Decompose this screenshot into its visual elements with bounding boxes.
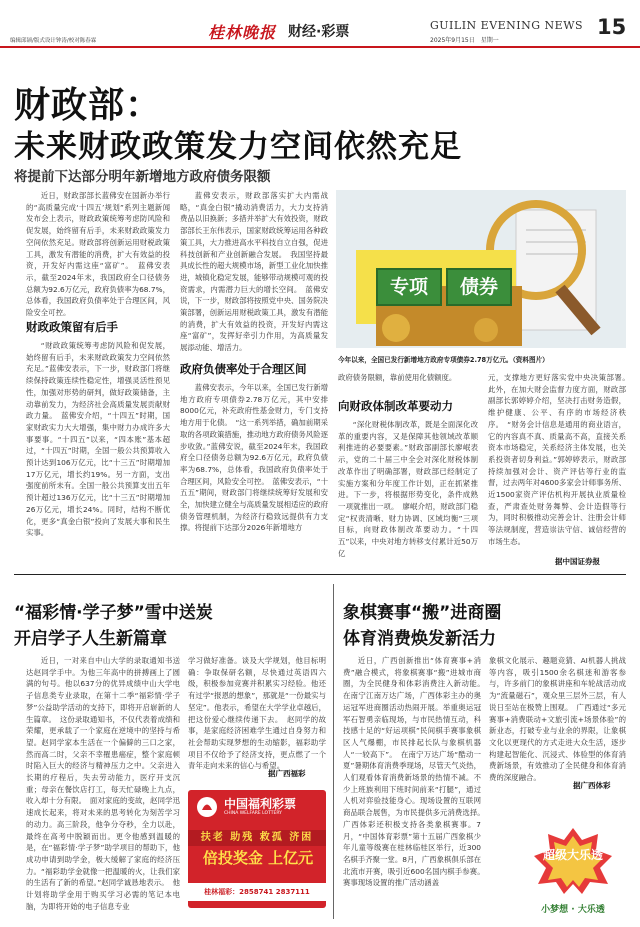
right-col2: 象棋文化展示、趣题竞猜、AI机器人挑战等内容，吸引1500余名棋迷和游客参与，许多前门的象棋讲座和车轮战活动成为“流量磁石”，观众里三层外三层，有人说日至站在极赞上围观。 广西通过“多元赛事+消费联动+文旅引流+场景体验”的新业态，打破专业与业余的界限，让象棋文化以更现代的方式走进大众生活，逐步构建起智能化、沉浸式、体验型的体育消费新场景，有效推动了全民健身和体育消费的深度融合。 xyxy=(489,656,626,783)
super-lotto-badge xyxy=(520,826,626,918)
section-divider xyxy=(14,574,626,575)
main-col3-bottom: “深化财税体制改革，既是全面深化改革的重要内容，又是保障其他领域改革顺利推进的必要要素。”财政部副部长廖岷表示，党的二十届三中全会对深化财税体制改革作出了明确部署，财政部已经制定了实施方案和分年度工作计划，正在抓紧推进。下一步，将根据形势变化，条件成熟一项就推出一项。 廖岷介绍，财政部门稳定“权责清晰、财力协调、区域均衡”三项目标，向财政体制改革要动力。“十四五”以来，中央对地方转移支付累计近50万亿 xyxy=(338,420,478,558)
lottery-slogan: 扶老 助残 救孤 济困 xyxy=(200,832,314,843)
masthead-rule xyxy=(0,46,640,48)
editor-credits: 编辑邱颉/版式设计钟涛/校对陈春霖 xyxy=(10,38,97,44)
main-col1-top: 近日，财政部部长蓝佛安在国新办举行的“高质量完成‘十四五’规划”系列主题新闻发布会上表示，财政政策统筹考虑防风险和促发展，始终留有后手，未来财政政策发力空间依然充足。财政部将创新运用财税政策工具，激发有潜能的消费，扩大有效益的投资，开发好内需这座“富矿”。 蓝佛安表示，截至2024年末，我国政府全口径债务总额为92.6万亿元，政府负债率为68.7%，总体看，我国政府负债率处于合理区间，风险安全可控。 xyxy=(26,191,170,318)
hotline-bar xyxy=(188,883,326,901)
photo-label-box-1 xyxy=(376,268,442,306)
page-number: 15 xyxy=(597,15,627,39)
english-name: GUILIN EVENING NEWS xyxy=(430,19,584,32)
right-headline-line1: 象棋赛事“搬”进商圈 xyxy=(343,603,502,623)
main-headline-line2: 未来财政政策发力空间依然充足 xyxy=(14,129,462,165)
left-col1: 近日，一对来自中山大学的录取通知书送达赵同学手中。为他三年高中的拼搏画上了圆满的句号。他以637分的优异成绩中山大学电子信息类专业录取，在第十二季“福彩情·学子梦”公益助学活动的支持下，即将开启崭新的人生篇章。 这份录取通知书，不仅代表着成绩和荣耀，更承载了一个家庭在逆境中的坚持与希望。赵同学家本生活在一个偏僻的三口之家，然而高二时，父亲不幸罹患癌症，整个家庭顿时陷入巨大的经济与精神压力之中。父亲进入长期的疗程后，失去劳动能力，医疗开支沉重；母亲在餐饮店打工，每天忙碌晚上九点，收入却十分有限。 面对家庭的变故，赵同学迅速成长起来，将对未来的思考转化为刻苦学习的动力。高三阶段，他争分夺秒，全力以赴，最终在高考中脱颖而出。更令他感到温暖的是，在“福彩情·学子梦”助学项目的帮助下，他成功申请到助学金，极大缓解了家庭的经济压力。“福彩助学金就像一把温暖的火，让我们家的生活有了新的希望。”赵同学诚恳地表示。 他计划将助学金用于购买学习必需的笔记本电脑，为即将开始的电子信息专业 xyxy=(26,656,180,911)
main-col4: 元，支撑地方更好落实党中央决策部署。 此外，在加大财会监督力度方面，财政部副部长郭婷婷介绍，坚决打击财务造假，维护健康、公平、有序的市场经济秩序。 “财务会计信息是通用的商业语言，它的内容真不真、质量高不高，直接关系资本市场稳定，关系经济主体发展，也关系投资者切身利益。”郭婷婷表示，财政部持续加强对会计、资产评估等行业的监督，过去两年对4600多家会计师事务所、近1500家资产评估机构开展执业质量检查，严肃查处财务舞弊、会计造假等行为，同时积极推动完善会计、注册会计师等法规制度，营造崇法守信、诚信经营的市场生态。 xyxy=(488,373,634,546)
section-name: 财经·彩票 xyxy=(288,24,350,40)
right-headline-line2: 体育消费焕发新活力 xyxy=(343,629,496,649)
big-prize: 倍投奖金 上亿元 xyxy=(202,849,314,867)
lottery-english: CHINA WELFARE LOTTERY xyxy=(224,811,282,816)
left-source: 据广西福彩 xyxy=(268,769,306,778)
welfare-logo-icon xyxy=(196,796,218,818)
lottery-name: 中国福利彩票 xyxy=(224,797,297,811)
lottery-hotline: 桂林福彩：2858741 2837111 xyxy=(204,888,310,896)
badge-subtitle: 小梦想 · 大乐透 xyxy=(541,905,605,915)
main-source: 据中国证券报 xyxy=(555,557,600,566)
main-col3-top: 政府债务限额，靠前使用化债额度。 xyxy=(338,373,457,382)
main-headline-line1: 财政部： xyxy=(14,85,163,126)
photo-label-box-2 xyxy=(446,268,512,306)
main-col2-subtitle: 政府负债率处于合理区间 xyxy=(180,362,307,376)
slogan-bar xyxy=(188,830,326,846)
column-divider xyxy=(333,584,334,919)
photo-caption: 今年以来，全国已发行新增地方政府专项债券2.78万亿元。（资料图片） xyxy=(338,356,549,364)
paper-name: 桂林晚报 xyxy=(208,23,277,42)
photo-label-1: 专项 xyxy=(389,276,428,298)
welfare-lottery-logo xyxy=(196,794,318,820)
main-col1-subtitle: 财政政策留有后手 xyxy=(26,320,118,334)
right-col1: 近日，广西创新推出“体育赛事+消费”融合模式，将象棋赛事“搬”进城市商圈，为全民健身和体彩消费注入新动能。 在南宁江南万达广场，广西体彩主办的奥运冠军进商圈活动热闹开展。举重奥运冠军石智勇亲临现场，与市民热情互动，科技感十足的“好运项棋”民间棋手赛事象棋区人气爆棚，市民排起长队与象棋机器人“一较高下”。 在南宁万达广场“酷动一夏”暑期体育消费季现场，尽管天气炎热，人们观看体育消费新场景的热情不减。不少上班族利用下班时间前来“打腿”，通过人机对弈验技能身心。现场设置的互联网商品联合展售，为市民提供多元消费选择。 广西体彩还积极支持各类象棋赛事。7月，“中国体育彩票”第十五届广西象棋少年儿童等级赛在桂林临桂区举行，近300名棋手齐聚一堂。8月，广西象棋俱乐部在北流市开赛，吸引近600名国内棋手参赛。 赛事现场设置的推广活动涵盖 xyxy=(343,656,489,888)
left-headline-line1: “福彩情·学子梦”雪中送炭 xyxy=(14,603,213,623)
photo-label-2: 债券 xyxy=(459,276,498,298)
issue-date: 2025年9月15日 星期一 xyxy=(430,37,499,44)
main-col1-bottom: “财政政策统筹考虑防风险和促发展，始终留有后手，未来财政政策发力空间依然充足。”蓝佛安表示，下一步，财政部门将继续保持政策连续性稳定性，增强灵活性预见性，加强对形势的研判，做好政策储备，主动靠前发力，为经济社会高质量发展贡献财政力量。 蓝佛安介绍，“十四五”时期，国家财政实力大大增强，集中财力办成许多大事要事。“十四五”以来，“四本账”基本超过，“十四五”时期，全国一般公共预算收入预计达到106万亿元，比“十三五”时期增加17万亿元，增长约19%。另一方面，支出强度前所未有。全国一般公共预算支出五年预计超过136万亿元，比“十三五”时期增加26万亿元，增长24%。同时，结构不断优化，更多“真金白银”投向了发展大事和民生实事。 xyxy=(26,341,170,538)
badge-title: 超级大乐透 xyxy=(542,848,603,862)
left-col2: 学习做好准备。谈及大学规划，他目标明确：争取保研名额，尽快通过英语四六级，积极参加竞赛并积累实习经验。他还有过学“报恩的想象”，那就是“一份最实与坚定”。他表示，希望在大学学业卓越后，把这份爱心继续传递下去。 赵同学的故事，是家庭经济困难学生通过自身努力和社会帮助实现梦想的生动缩影，福彩助学项目不仅给予了经济支持，更点燃了一个青年走向未来的信心与希望。 xyxy=(188,656,326,771)
right-source: 据广西体彩 xyxy=(573,781,611,790)
main-col2-bottom: 蓝佛安表示，今年以来，全国已发行新增地方政府专项债券2.78万亿元，其中安排8000亿元，补充政府性基金财力，专门支持地方用于化债。 “这一系列举措，确加前期采取的各项政策措施，推动地方政府债务风险逐步收敛。”蓝佛安说，截至2024年末，我国政府全口径债务总额为92.6万亿元，政府负债率为68.7%，总体看，我国政府负债率处于合理区间，风险安全可控。 蓝佛安表示，“十五五”期间，财政部门将继续统筹好发展和安全，加快建立健全与高质量发展相适应的政府债务管理机制，为经济行稳致远提供有力支撑。将提前下达部分2026年新增地方 xyxy=(180,383,328,533)
main-col3-subtitle: 向财政体制改革要动力 xyxy=(338,399,453,413)
left-headline-line2: 开启学子人生新篇章 xyxy=(14,629,167,649)
bond-photo xyxy=(336,190,626,348)
masthead xyxy=(0,0,640,48)
main-col2-top: 蓝佛安表示，财政部落实扩大内需战略，“真金白银”撬动消费活力，大力支持消费品以旧换新；多措并举扩大有效投资，财政部部长王东伟表示，国家财政统筹运用各种政策工具，大力推进高水平科技自立自强，促进科技创新和产业创新融合发展。 我国坚持最具成长性的超大规模市场，新型工业化加快推进，城镇化稳定发展，能够带动规模可观的投资需求，内需潜力巨大的增长空间。 蓝佛安说，下一步，财政部将按照党中央、国务院决策部署，创新运用财税政策工具，激发有潜能的消费，扩大有效益的投资，开发好内需这座“富矿”，发挥好牵引力作用，为高质量发展添动能、增活力。 xyxy=(180,191,328,353)
main-subheadline: 将提前下达部分明年新增地方政府债务限额 xyxy=(14,169,271,185)
